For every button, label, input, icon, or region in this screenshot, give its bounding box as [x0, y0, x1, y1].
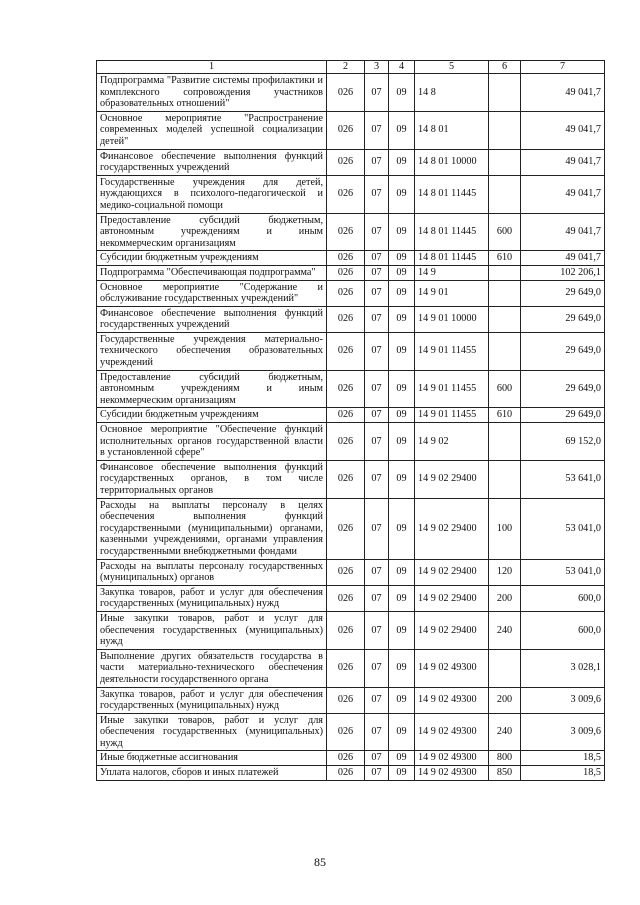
expense-type-cell [489, 423, 521, 461]
row-name-cell: Выполнение других обязательств государства в части материально-технического обеспечения деятельности государственного органа [97, 649, 327, 687]
table-row [97, 585, 605, 611]
ministry-code-cell: 026 [327, 649, 365, 687]
table-row [97, 175, 605, 213]
amount-cell: 3 028,1 [521, 649, 605, 687]
row-name-cell: Подпрограмма "Развитие системы профилактики и комплексного сопровождения участников образовательных отношений" [97, 74, 327, 112]
row-name-cell: Субсидии бюджетным учреждениям [97, 251, 327, 266]
amount-cell: 29 649,0 [521, 280, 605, 306]
subsection-code-cell: 09 [389, 585, 415, 611]
expense-type-cell [489, 332, 521, 370]
amount-cell: 29 649,0 [521, 370, 605, 408]
subsection-code-cell: 09 [389, 460, 415, 498]
ministry-code-cell: 026 [327, 370, 365, 408]
table-row [97, 251, 605, 266]
expense-type-cell: 610 [489, 251, 521, 266]
table-row [97, 370, 605, 408]
table-row [97, 649, 605, 687]
row-name-cell: Предоставление субсидий бюджетным, автономным учреждениям и иным некоммерческим организациям [97, 370, 327, 408]
target-article-cell: 14 9 02 49300 [415, 751, 489, 766]
section-code-cell: 07 [365, 265, 389, 280]
amount-cell: 53 041,0 [521, 498, 605, 559]
column-header: 1 [97, 61, 327, 74]
target-article-cell: 14 9 01 11455 [415, 332, 489, 370]
ministry-code-cell: 026 [327, 111, 365, 149]
budget-table [96, 60, 605, 781]
amount-cell: 53 041,0 [521, 559, 605, 585]
row-name-cell: Предоставление субсидий бюджетным, автономным учреждениям и иным некоммерческим организациям [97, 213, 327, 251]
table-row [97, 559, 605, 585]
amount-cell: 69 152,0 [521, 423, 605, 461]
table-row [97, 265, 605, 280]
section-code-cell: 07 [365, 559, 389, 585]
row-name-cell: Иные закупки товаров, работ и услуг для обеспечения государственных (муниципальных) нужд [97, 713, 327, 751]
target-article-cell: 14 8 [415, 74, 489, 112]
ministry-code-cell: 026 [327, 559, 365, 585]
column-header: 4 [389, 61, 415, 74]
table-row [97, 111, 605, 149]
row-name-cell: Иные закупки товаров, работ и услуг для обеспечения государственных (муниципальных) нужд [97, 611, 327, 649]
row-name-cell: Государственные учреждения для детей, нуждающихся в психолого-педагогической и медико-социальной помощи [97, 175, 327, 213]
row-name-cell: Субсидии бюджетным учреждениям [97, 408, 327, 423]
column-header: 5 [415, 61, 489, 74]
table-row [97, 460, 605, 498]
row-name-cell: Подпрограмма "Обеспечивающая подпрограмма" [97, 265, 327, 280]
expense-type-cell: 200 [489, 687, 521, 713]
target-article-cell: 14 9 02 29400 [415, 611, 489, 649]
row-name-cell: Основное мероприятие "Обеспечение функций исполнительных органов государственной власти в установленной сфере" [97, 423, 327, 461]
ministry-code-cell: 026 [327, 498, 365, 559]
table-row [97, 498, 605, 559]
ministry-code-cell: 026 [327, 74, 365, 112]
section-code-cell: 07 [365, 332, 389, 370]
table-row [97, 751, 605, 766]
amount-cell: 29 649,0 [521, 306, 605, 332]
row-name-cell: Уплата налогов, сборов и иных платежей [97, 766, 327, 781]
row-name-cell: Финансовое обеспечение выполнения функций государственных органов, в том числе территориальных органов [97, 460, 327, 498]
target-article-cell: 14 8 01 11445 [415, 251, 489, 266]
row-name-cell: Финансовое обеспечение выполнения функций государственных учреждений [97, 149, 327, 175]
section-code-cell: 07 [365, 687, 389, 713]
target-article-cell: 14 9 02 49300 [415, 649, 489, 687]
table-row [97, 423, 605, 461]
target-article-cell: 14 9 02 29400 [415, 585, 489, 611]
row-name-cell: Государственные учреждения материально-технического обеспечения образовательных учреждений [97, 332, 327, 370]
target-article-cell: 14 8 01 [415, 111, 489, 149]
section-code-cell: 07 [365, 585, 389, 611]
section-code-cell: 07 [365, 766, 389, 781]
expense-type-cell: 600 [489, 213, 521, 251]
target-article-cell: 14 9 02 29400 [415, 498, 489, 559]
expense-type-cell [489, 306, 521, 332]
expense-type-cell [489, 175, 521, 213]
ministry-code-cell: 026 [327, 251, 365, 266]
section-code-cell: 07 [365, 213, 389, 251]
target-article-cell: 14 9 02 [415, 423, 489, 461]
subsection-code-cell: 09 [389, 766, 415, 781]
row-name-cell: Основное мероприятие "Содержание и обслуживание государственных учреждений" [97, 280, 327, 306]
expense-type-cell [489, 149, 521, 175]
ministry-code-cell: 026 [327, 713, 365, 751]
ministry-code-cell: 026 [327, 423, 365, 461]
ministry-code-cell: 026 [327, 265, 365, 280]
subsection-code-cell: 09 [389, 265, 415, 280]
section-code-cell: 07 [365, 423, 389, 461]
table-row [97, 408, 605, 423]
row-name-cell: Иные бюджетные ассигнования [97, 751, 327, 766]
amount-cell: 3 009,6 [521, 687, 605, 713]
expense-type-cell [489, 649, 521, 687]
row-name-cell: Основное мероприятие "Распространение современных моделей успешной социализации детей" [97, 111, 327, 149]
table-row [97, 280, 605, 306]
section-code-cell: 07 [365, 649, 389, 687]
row-name-cell: Финансовое обеспечение выполнения функций государственных учреждений [97, 306, 327, 332]
amount-cell: 29 649,0 [521, 332, 605, 370]
section-code-cell: 07 [365, 498, 389, 559]
target-article-cell: 14 9 02 29400 [415, 559, 489, 585]
subsection-code-cell: 09 [389, 713, 415, 751]
ministry-code-cell: 026 [327, 213, 365, 251]
section-code-cell: 07 [365, 460, 389, 498]
amount-cell: 18,5 [521, 766, 605, 781]
column-header: 6 [489, 61, 521, 74]
subsection-code-cell: 09 [389, 408, 415, 423]
section-code-cell: 07 [365, 280, 389, 306]
subsection-code-cell: 09 [389, 687, 415, 713]
expense-type-cell: 240 [489, 611, 521, 649]
expense-type-cell: 120 [489, 559, 521, 585]
table-row [97, 74, 605, 112]
expense-type-cell [489, 74, 521, 112]
target-article-cell: 14 8 01 11445 [415, 175, 489, 213]
amount-cell: 49 041,7 [521, 74, 605, 112]
amount-cell: 600,0 [521, 585, 605, 611]
ministry-code-cell: 026 [327, 280, 365, 306]
row-name-cell: Закупка товаров, работ и услуг для обеспечения государственных (муниципальных) нужд [97, 585, 327, 611]
target-article-cell: 14 9 02 29400 [415, 460, 489, 498]
target-article-cell: 14 9 01 11455 [415, 370, 489, 408]
row-name-cell: Расходы на выплаты персоналу в целях обеспечения выполнения функций государственными (муниципальными) органами, казенными учреждениями, органами управления государственными внебюджетными фондами [97, 498, 327, 559]
subsection-code-cell: 09 [389, 149, 415, 175]
subsection-code-cell: 09 [389, 649, 415, 687]
ministry-code-cell: 026 [327, 585, 365, 611]
ministry-code-cell: 026 [327, 766, 365, 781]
subsection-code-cell: 09 [389, 423, 415, 461]
expense-type-cell [489, 460, 521, 498]
expense-type-cell: 800 [489, 751, 521, 766]
amount-cell: 49 041,7 [521, 149, 605, 175]
section-code-cell: 07 [365, 251, 389, 266]
subsection-code-cell: 09 [389, 611, 415, 649]
subsection-code-cell: 09 [389, 175, 415, 213]
column-header: 2 [327, 61, 365, 74]
expense-type-cell: 240 [489, 713, 521, 751]
amount-cell: 102 206,1 [521, 265, 605, 280]
subsection-code-cell: 09 [389, 332, 415, 370]
section-code-cell: 07 [365, 370, 389, 408]
budget-table-container [96, 60, 604, 781]
amount-cell: 49 041,7 [521, 175, 605, 213]
header-row [97, 61, 605, 74]
target-article-cell: 14 8 01 10000 [415, 149, 489, 175]
amount-cell: 49 041,7 [521, 251, 605, 266]
subsection-code-cell: 09 [389, 280, 415, 306]
ministry-code-cell: 026 [327, 408, 365, 423]
subsection-code-cell: 09 [389, 213, 415, 251]
section-code-cell: 07 [365, 408, 389, 423]
table-row [97, 149, 605, 175]
row-name-cell: Закупка товаров, работ и услуг для обеспечения государственных (муниципальных) нужд [97, 687, 327, 713]
page-number: 85 [314, 855, 326, 869]
table-body [97, 74, 605, 781]
target-article-cell: 14 9 02 49300 [415, 766, 489, 781]
table-row [97, 713, 605, 751]
subsection-code-cell: 09 [389, 74, 415, 112]
section-code-cell: 07 [365, 306, 389, 332]
target-article-cell: 14 8 01 11445 [415, 213, 489, 251]
expense-type-cell: 850 [489, 766, 521, 781]
subsection-code-cell: 09 [389, 251, 415, 266]
section-code-cell: 07 [365, 111, 389, 149]
section-code-cell: 07 [365, 149, 389, 175]
ministry-code-cell: 026 [327, 332, 365, 370]
subsection-code-cell: 09 [389, 559, 415, 585]
subsection-code-cell: 09 [389, 498, 415, 559]
expense-type-cell: 200 [489, 585, 521, 611]
subsection-code-cell: 09 [389, 370, 415, 408]
target-article-cell: 14 9 [415, 265, 489, 280]
table-row [97, 611, 605, 649]
ministry-code-cell: 026 [327, 751, 365, 766]
ministry-code-cell: 026 [327, 306, 365, 332]
amount-cell: 53 641,0 [521, 460, 605, 498]
target-article-cell: 14 9 01 11455 [415, 408, 489, 423]
ministry-code-cell: 026 [327, 611, 365, 649]
column-header: 3 [365, 61, 389, 74]
row-name-cell: Расходы на выплаты персоналу государственных (муниципальных) органов [97, 559, 327, 585]
table-row [97, 332, 605, 370]
target-article-cell: 14 9 01 [415, 280, 489, 306]
target-article-cell: 14 9 02 49300 [415, 687, 489, 713]
section-code-cell: 07 [365, 713, 389, 751]
expense-type-cell [489, 265, 521, 280]
ministry-code-cell: 026 [327, 687, 365, 713]
section-code-cell: 07 [365, 751, 389, 766]
subsection-code-cell: 09 [389, 751, 415, 766]
target-article-cell: 14 9 01 10000 [415, 306, 489, 332]
ministry-code-cell: 026 [327, 175, 365, 213]
ministry-code-cell: 026 [327, 460, 365, 498]
amount-cell: 29 649,0 [521, 408, 605, 423]
ministry-code-cell: 026 [327, 149, 365, 175]
table-row [97, 687, 605, 713]
amount-cell: 49 041,7 [521, 111, 605, 149]
expense-type-cell [489, 111, 521, 149]
expense-type-cell [489, 280, 521, 306]
section-code-cell: 07 [365, 611, 389, 649]
amount-cell: 3 009,6 [521, 713, 605, 751]
section-code-cell: 07 [365, 74, 389, 112]
amount-cell: 600,0 [521, 611, 605, 649]
section-code-cell: 07 [365, 175, 389, 213]
subsection-code-cell: 09 [389, 306, 415, 332]
column-header: 7 [521, 61, 605, 74]
expense-type-cell: 610 [489, 408, 521, 423]
amount-cell: 49 041,7 [521, 213, 605, 251]
amount-cell: 18,5 [521, 751, 605, 766]
subsection-code-cell: 09 [389, 111, 415, 149]
table-row [97, 766, 605, 781]
expense-type-cell: 100 [489, 498, 521, 559]
target-article-cell: 14 9 02 49300 [415, 713, 489, 751]
table-row [97, 306, 605, 332]
table-row [97, 213, 605, 251]
expense-type-cell: 600 [489, 370, 521, 408]
